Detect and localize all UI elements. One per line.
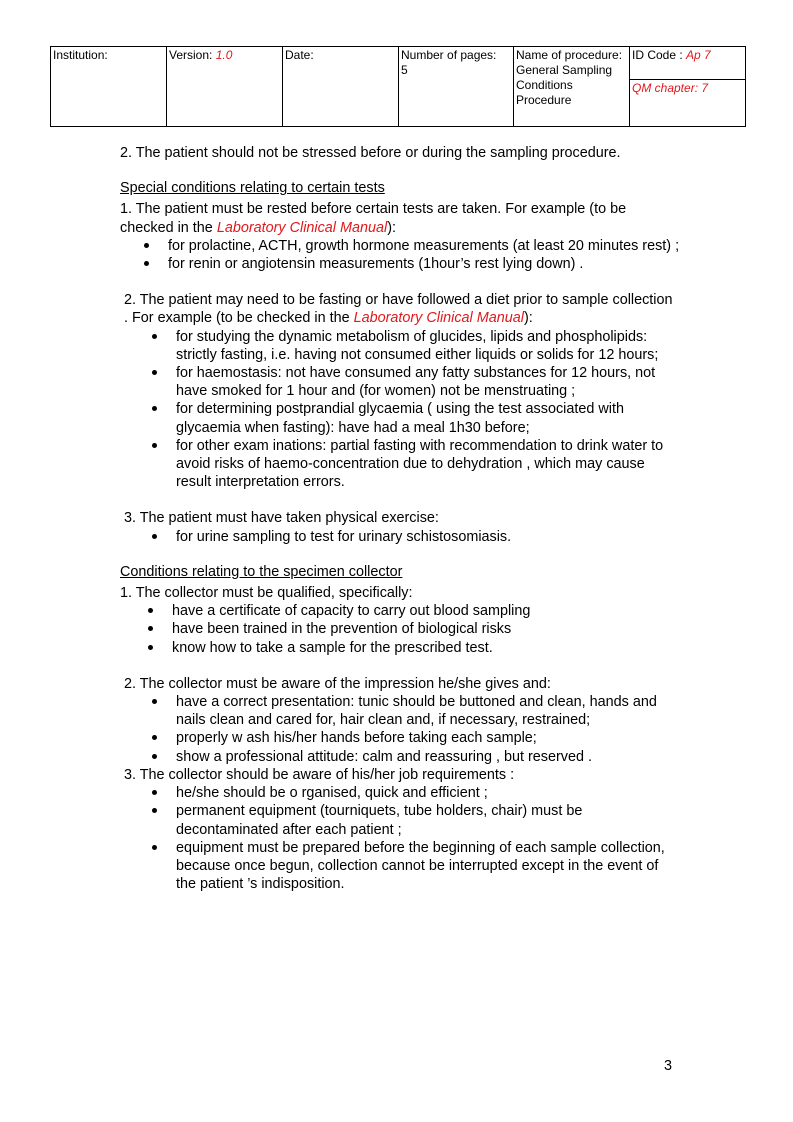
paragraph-exercise: 3. The patient must have taken physical exercise:: [124, 510, 439, 527]
clinical-manual-ref: Laboratory Clinical Manual: [216, 219, 388, 236]
document-header-table: [50, 46, 746, 127]
paragraph-impression: 2. The collector must be aware of the impression he/she gives and:: [124, 675, 551, 692]
version-label: Version:: [169, 48, 213, 62]
paragraph-rested: [120, 200, 680, 236]
list-item: he/she should be o rganised, quick and efficient ;: [124, 784, 680, 802]
id-code-value: Ap 7: [686, 48, 711, 62]
paragraph-job: 3. The collector should be aware of his/her job requirements :: [124, 766, 515, 783]
list-item: equipment must be prepared before the beginning of each sample collection, because once begun, collection cannot be interrupted except in the event of the patient ’s indisposition.: [124, 839, 680, 894]
pages-value: 5: [401, 63, 408, 77]
impression-list: [124, 693, 680, 766]
list-item: have been trained in the prevention of biological risks: [120, 620, 680, 638]
list-item: have a certificate of capacity to carry out blood sampling: [120, 602, 680, 620]
heading-special-conditions: Special conditions relating to certain tests: [120, 180, 385, 197]
paragraph-fasting-end: ):: [523, 310, 533, 327]
version-value: 1.0: [215, 48, 233, 62]
qualified-list: [120, 602, 680, 657]
pages-label: Number of pages:: [401, 48, 497, 62]
procedure-name-cell: [514, 47, 630, 127]
paragraph-stress: 2. The patient should not be stressed before or during the sampling procedure.: [120, 145, 621, 161]
list-item: for renin or angiotensin measurements (1hour’s rest lying down) .: [116, 255, 680, 273]
procedure-name-label: Name of procedure:: [516, 48, 623, 62]
institution-label: Institution:: [53, 48, 108, 62]
paragraph-qualified: 1. The collector must be qualified, specifically:: [120, 585, 413, 602]
date-cell: [283, 47, 399, 127]
list-item: for other exam inations: partial fasting with recommendation to drink water to avoid risks of haemo-concentration due to dehydration , which may cause result interpretation errors.: [124, 437, 680, 492]
list-item: for studying the dynamic metabolism of glucides, lipids and phospholipids: strictly fasting, i.e. having not consumed either liquids or solids for 12 hours;: [124, 328, 680, 364]
heading-collector-conditions: Conditions relating to the specimen collector: [120, 563, 403, 580]
list-item: properly w ash his/her hands before taking each sample;: [124, 729, 680, 747]
job-list: [124, 784, 680, 893]
id-code-cell: [630, 47, 746, 80]
rested-list: [116, 237, 680, 273]
list-item: for urine sampling to test for urinary schistosomiasis.: [124, 528, 680, 546]
list-item: permanent equipment (tourniquets, tube holders, chair) must be decontaminated after each patient ;: [124, 802, 680, 838]
exercise-list: [124, 528, 680, 546]
qm-chapter-cell: [630, 80, 746, 127]
list-item: have a correct presentation: tunic should be buttoned and clean, hands and nails clean and cared for, hair clean and, if necessary, restrained;: [124, 693, 680, 729]
page-number: 3: [664, 1058, 673, 1074]
list-item: for prolactine, ACTH, growth hormone measurements (at least 20 minutes rest) ;: [116, 237, 680, 255]
date-label: Date:: [285, 48, 314, 62]
paragraph-fasting: [124, 291, 680, 327]
fasting-list: [124, 328, 680, 492]
clinical-manual-ref: Laboratory Clinical Manual: [353, 310, 524, 327]
list-item: know how to take a sample for the prescribed test.: [120, 639, 680, 657]
paragraph-rested-end: ):: [387, 219, 396, 236]
institution-cell: [51, 47, 167, 127]
list-item: show a professional attitude: calm and reassuring , but reserved .: [124, 748, 680, 766]
version-cell: [167, 47, 283, 127]
procedure-name-value: General Sampling Conditions Procedure: [516, 63, 613, 107]
list-item: for determining postprandial glycaemia ( using the test associated with glycaemia when fasting): have had a meal 1h30 before;: [124, 400, 680, 436]
paragraph-rested-text: 1. The patient must be rested before certain tests are taken. For example (to be checked in the: [120, 201, 627, 236]
document-body: [120, 144, 680, 893]
qm-chapter: QM chapter: 7: [632, 81, 709, 95]
id-code-label: ID Code :: [632, 48, 683, 62]
pages-cell: [399, 47, 514, 127]
list-item: for haemostasis: not have consumed any fatty substances for 12 hours, not have smoked for 1 hour and (for women) not be menstruating ;: [124, 364, 680, 400]
paragraph-fasting-text: 2. The patient may need to be fasting or have followed a diet prior to sample collection . For example (to be checked in the: [124, 292, 673, 327]
